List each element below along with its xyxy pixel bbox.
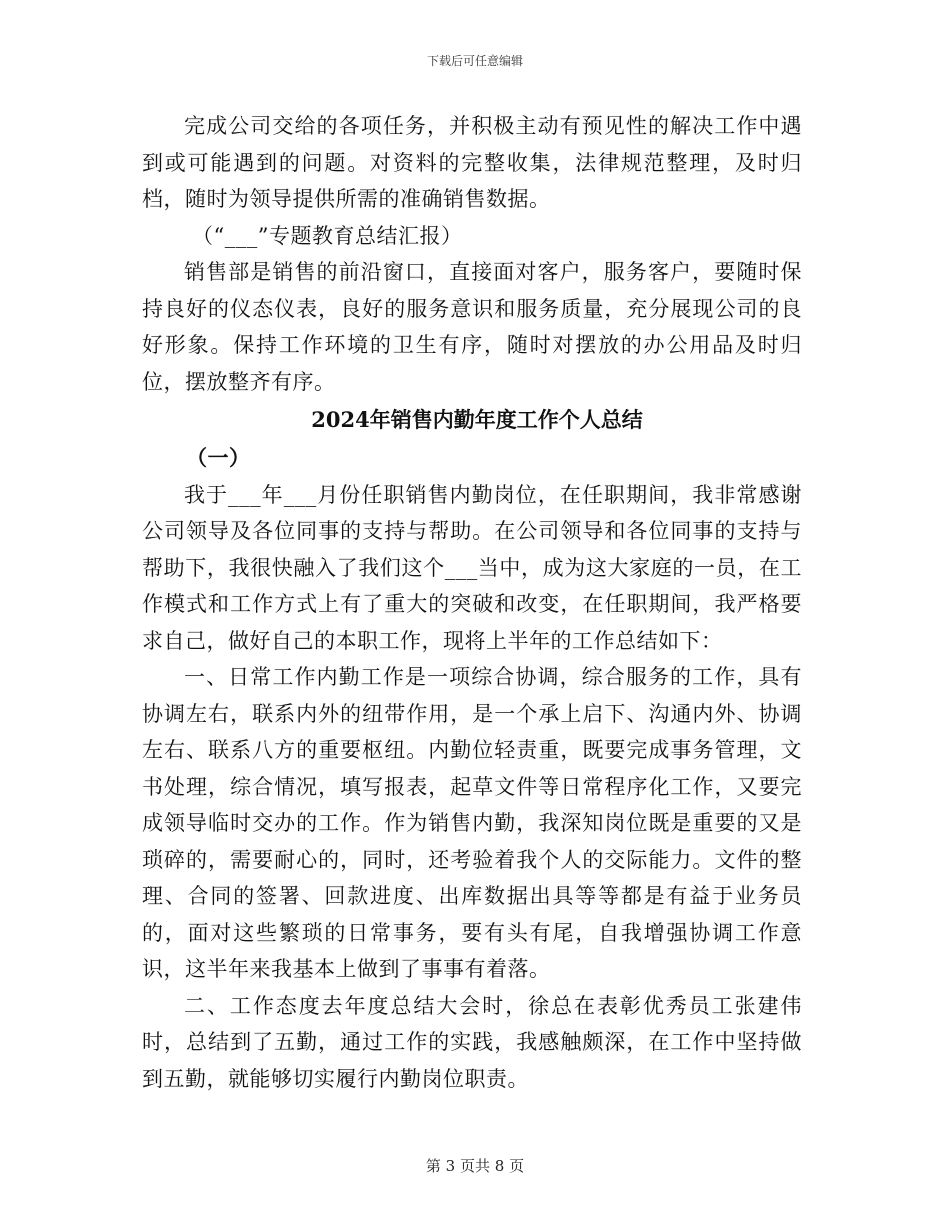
paragraph: 我于___年___月份任职销售内勤岗位，在任职期间，我非常感谢公司领导及各位同事的支持与帮助。在公司领导和各位同事的支持与帮助下，我很快融入了我们这个___当中，成为这大家庭的一员，在工作模式和工作方式上有了重大的突破和改变，在任职期间，我严格要求自己，做好自己的本职工作，现将上半年的工作总结如下： bbox=[142, 482, 802, 653]
document-title: 2024年销售内勤年度工作个人总结 bbox=[311, 407, 643, 432]
page-header: 下载后可任意编辑 bbox=[426, 54, 523, 68]
paragraph: 完成公司交给的各项任务，并积极主动有预见性的解决工作中遇到或可能遇到的问题。对资料的完整收集，法律规范整理，及时归档，随时为领导提供所需的准确销售数据。 bbox=[142, 114, 802, 211]
paragraph: 销售部是销售的前沿窗口，直接面对客户，服务客户，要随时保持良好的仪态仪表，良好的服务意识和服务质量，充分展现公司的良好形象。保持工作环境的卫生有序，随时对摆放的办公用品及时归位，摆放整齐有序。 bbox=[142, 260, 802, 394]
paragraph: 一、日常工作内勤工作是一项综合协调，综合服务的工作，具有协调左右，联系内外的纽带作用，是一个承上启下、沟通内外、协调左右、联系八方的重要枢纽。内勤位轻责重，既要完成事务管理，文书处理，综合情况，填写报表，起草文件等日常程序化工作，又要完成领导临时交办的工作。作为销售内勤，我深知岗位既是重要的又是琐碎的，需要耐心的，同时，还考验着我个人的交际能力。文件的整理、合同的签署、回款进度、出库数据出具等等都是有益于业务员的，面对这些繁琐的日常事务，要有头有尾，自我增强协调工作意识，这半年来我基本上做到了事事有着落。 bbox=[142, 665, 802, 981]
page-footer: 第 3 页共 8 页 bbox=[425, 1157, 525, 1175]
paragraph-note: （“___”专题教育总结汇报） bbox=[192, 223, 463, 248]
paragraph: 二、工作态度去年度总结大会时，徐总在表彰优秀员工张建伟时，总结到了五勤，通过工作的实践，我感触颇深，在工作中坚持做到五勤，就能够切实履行内勤岗位职责。 bbox=[142, 993, 802, 1091]
document-body bbox=[142, 108, 802, 1097]
section-subtitle: （一） bbox=[186, 445, 251, 470]
